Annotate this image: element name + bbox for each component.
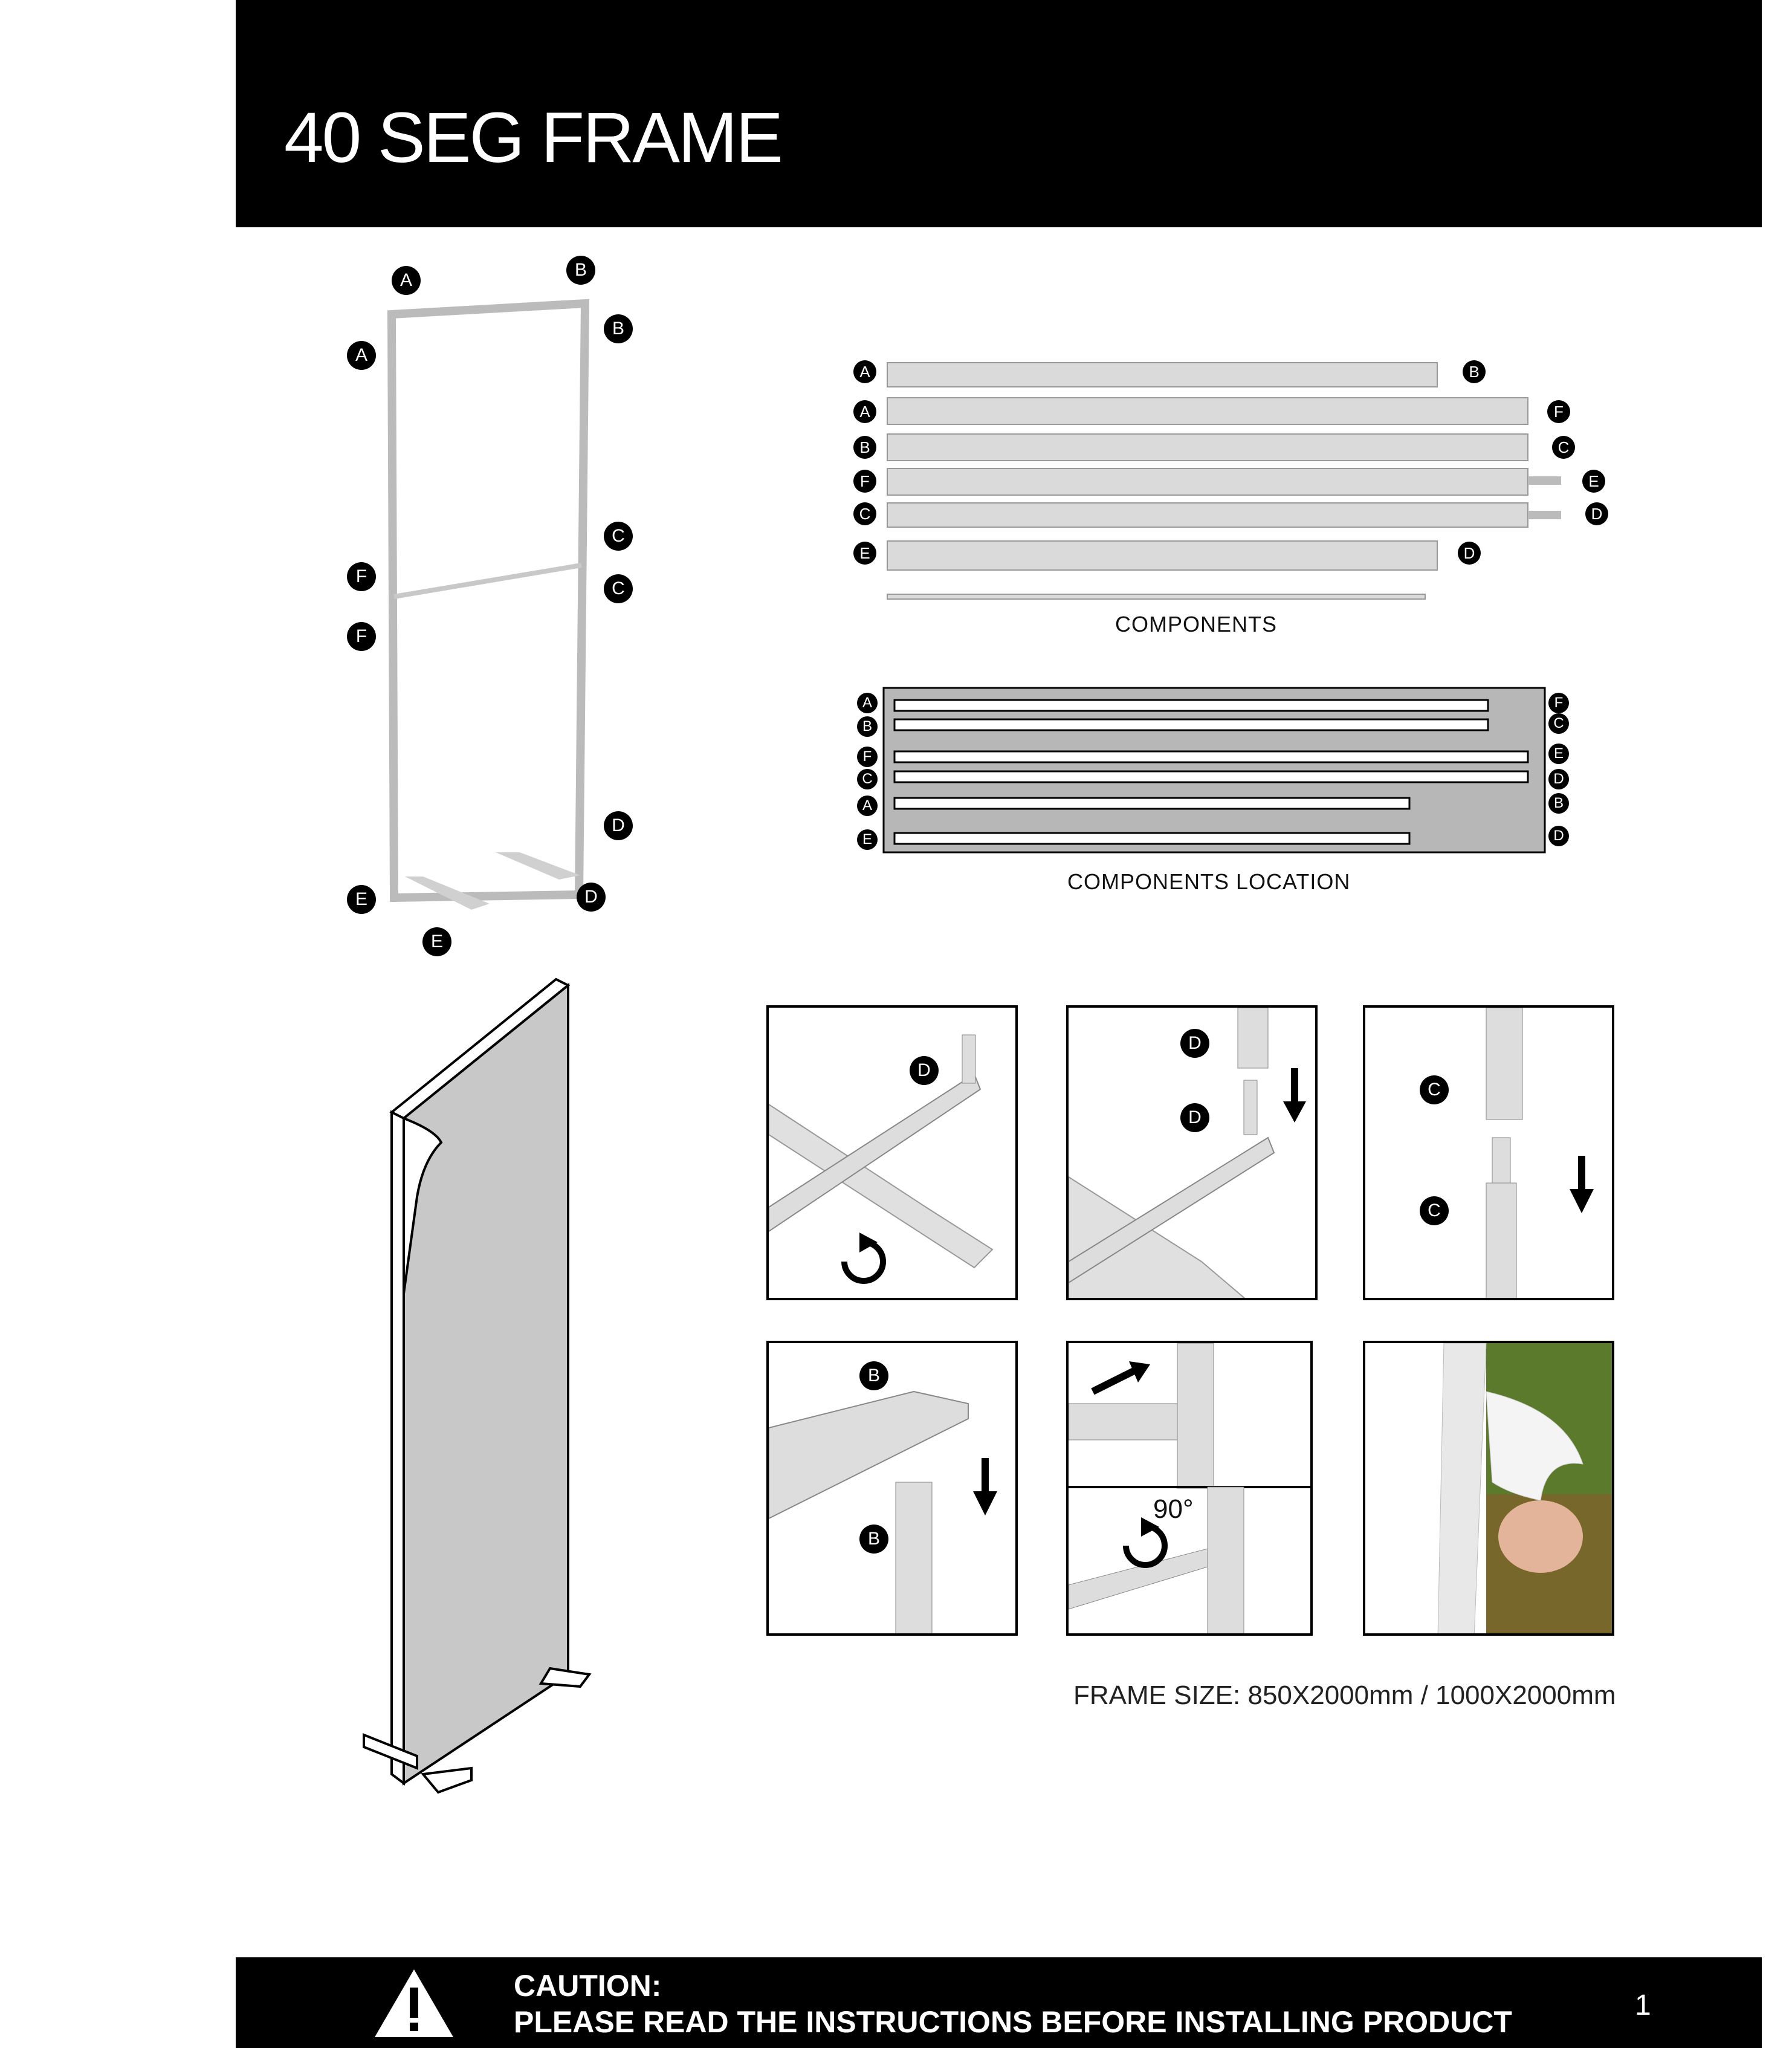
location-label: D [1548,826,1569,846]
component-label: F [1547,400,1570,423]
component-label: D [1458,542,1481,565]
components-caption: COMPONENTS [1115,612,1278,637]
component-label: B [1463,360,1486,383]
location-label: C [857,769,878,789]
label-e: E [347,885,376,914]
label-b: B [566,256,595,285]
step3-label-top: C [1420,1075,1449,1104]
location-label: C [1548,713,1569,734]
component-label: A [853,360,876,383]
step4-label-top: B [859,1361,888,1390]
location-label: F [1548,693,1569,713]
label-a: A [347,341,376,370]
step1-label: D [910,1056,939,1085]
component-label: C [1552,436,1575,459]
label-b: B [604,314,633,343]
angle-label: 90° [1153,1494,1194,1524]
step-panel-5 [1066,1341,1313,1636]
step-panel-4 [766,1341,1018,1636]
label-f: F [347,622,376,651]
component-label: E [853,542,876,565]
label-f: F [347,562,376,591]
location-label: B [1548,793,1569,814]
component-label: B [853,436,876,459]
location-label: A [857,796,878,816]
label-c: C [604,574,633,603]
step3-label-bottom: C [1420,1196,1449,1225]
label-a: A [392,266,421,295]
step4-label-bottom: B [859,1525,888,1554]
step-panel-1 [766,1005,1018,1300]
location-label: E [857,829,878,850]
component-label: D [1585,502,1608,525]
step2-label-top: D [1180,1029,1209,1058]
frame-size: FRAME SIZE: 850X2000mm / 1000X2000mm [1073,1680,1616,1710]
location-label: D [1548,769,1569,789]
step2-label-bottom: D [1180,1103,1209,1132]
component-label: A [853,400,876,423]
component-label: C [853,502,876,525]
label-d: D [604,811,633,840]
page-number: 1 [1635,1989,1651,2021]
step-panel-2 [1066,1005,1318,1300]
location-label: F [857,747,878,767]
page-title: 40 SEG FRAME [284,98,782,178]
warning-icon [375,1969,453,2037]
component-label: E [1582,470,1605,493]
label-e: E [422,927,451,956]
step-panel-6-photo [1363,1341,1614,1636]
label-d: D [577,883,606,912]
location-label: A [857,693,878,713]
caution-text: PLEASE READ THE INSTRUCTIONS BEFORE INSTALLING PRODUCT [514,2005,1512,2039]
location-label: B [857,716,878,737]
caution-block [514,1968,1512,2040]
label-c: C [604,522,633,551]
component-label: F [853,470,876,493]
step-panel-3 [1363,1005,1614,1300]
location-caption: COMPONENTS LOCATION [1067,869,1351,894]
location-label: E [1548,744,1569,764]
caution-title: CAUTION: [514,1969,662,2003]
